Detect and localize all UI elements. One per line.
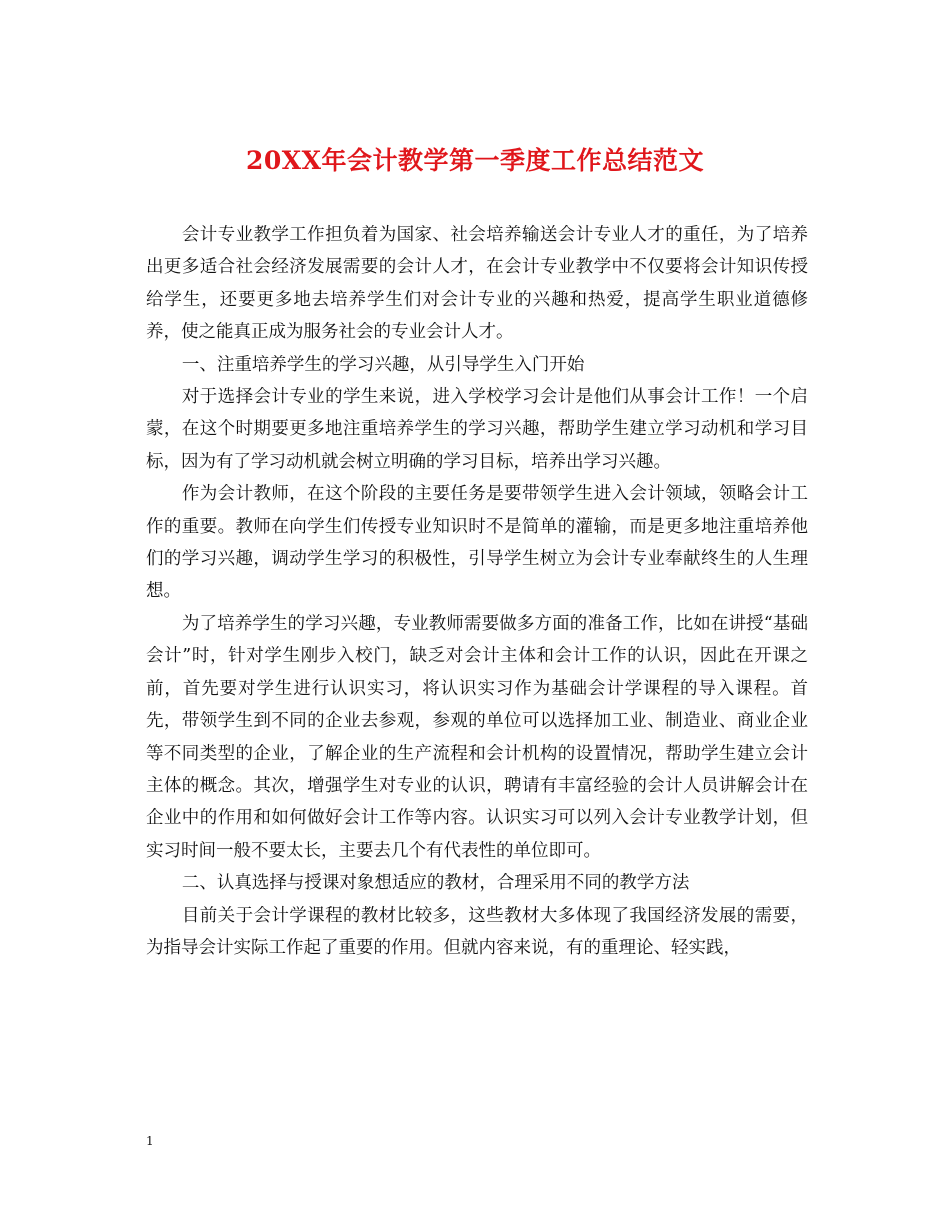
paragraph-preparation: 为了培养学生的学习兴趣，专业教师需要做多方面的准备工作，比如在讲授“基础会计”时，针对学生刚步入校门，缺乏对会计主体和会计工作的认识，因此在开课之前，首先要对学生进行认识实习，将认识实习作为基础会计学课程的导入课程。首先，带领学生到不同的企业去参观，参观的单位可以选择加工业、制造业、商业企业等不同类型的企业，了解企业的生产流程和会计机构的设置情况，帮助学生建立会计主体的概念。其次，增强学生对专业的认识，聘请有丰富经验的会计人员讲解会计在企业中的作用和如何做好会计工作等内容。认识实习可以列入会计专业教学计划，但实习时间一般不要太长，主要去几个有代表性的单位即可。 (146, 613, 808, 861)
document-body (146, 219, 808, 964)
paragraph-teacher-role: 作为会计教师，在这个阶段的主要任务是要带领学生进入会计领域，领略会计工作的重要。教师在向学生们传授专业知识时不是简单的灌输，而是更多地注重培养他们的学习兴趣，调动学生学习的积极性，引导学生树立为会计专业奉献终生的人生理想。 (146, 484, 808, 602)
paragraph-intro: 会计专业教学工作担负着为国家、社会培养输送会计专业人才的重任，为了培养出更多适合社会经济发展需要的会计人才，在会计专业教学中不仅要将会计知识传授给学生，还要更多地去培养学生们对会计专业的兴趣和热爱，提高学生职业道德修养，使之能真正成为服务社会的专业会计人才。 (146, 225, 808, 343)
document-title: 20XX年会计教学第一季度工作总结范文 (245, 146, 705, 175)
page-number: 1 (146, 1134, 154, 1148)
section-heading-1: 一、注重培养学生的学习兴趣，从引导学生入门开始 (181, 354, 585, 375)
section-heading-2: 二、认真选择与授课对象想适应的教材，合理采用不同的教学方法 (181, 873, 690, 894)
paragraph-interest: 对于选择会计专业的学生来说，进入学校学习会计是他们从事会计工作！一个启蒙，在这个时期要更多地注重培养学生的学习兴趣，帮助学生建立学习动机和学习目标，因为有了学习动机就会树立明确的学习目标，培养出学习兴趣。 (146, 387, 808, 472)
paragraph-textbooks: 目前关于会计学课程的教材比较多，这些教材大多体现了我国经济发展的需要，为指导会计实际工作起了重要的作用。但就内容来说，有的重理论、轻实践， (146, 905, 808, 958)
